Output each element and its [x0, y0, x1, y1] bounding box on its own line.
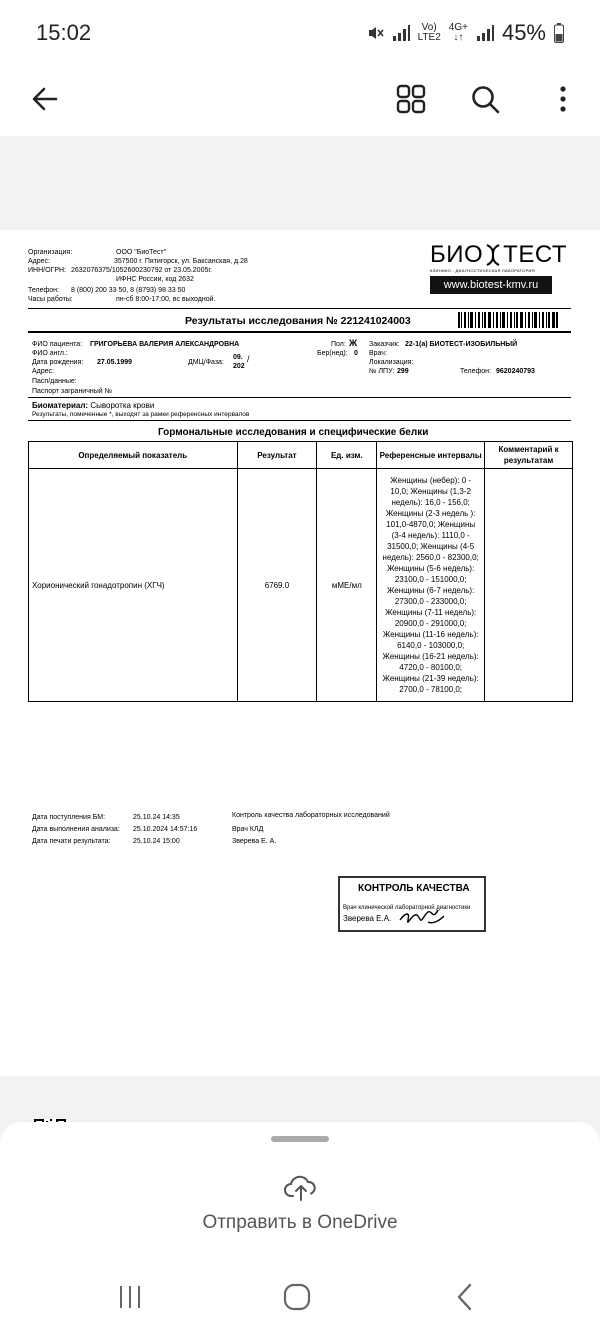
back-icon[interactable]	[445, 1282, 485, 1312]
loc-label: Локализация:	[369, 359, 414, 366]
section-title: Гормональные исследования и специфические белки	[158, 427, 429, 438]
mute-icon	[366, 24, 384, 42]
dna-icon	[483, 243, 503, 267]
drag-handle[interactable]	[271, 1136, 329, 1142]
ifns: ИФНС России, код 2632	[116, 276, 194, 283]
recents-icon[interactable]	[110, 1282, 150, 1312]
col-unit: Ед. изм.	[317, 442, 377, 469]
customer-value: 22-1(а) БИОТЕСТ-ИЗОБИЛЬНЫЙ	[405, 341, 518, 348]
signature-icon	[398, 906, 448, 928]
sex-value: Ж	[349, 338, 358, 348]
hours-value: пн-сб 8:00-17:00, вс выходной.	[116, 296, 216, 303]
search-icon[interactable]	[462, 76, 508, 122]
doctor-label: Врач:	[369, 350, 387, 357]
document-page	[0, 230, 600, 1076]
send-to-onedrive-button[interactable]: Отправить в OneDrive	[202, 1212, 398, 1233]
document-viewer[interactable]	[0, 136, 600, 1076]
table-row	[29, 469, 573, 702]
col-reference: Референсные интервалы	[377, 442, 485, 469]
note: Результаты, помеченные *, выходят за рамки референсных интервалов	[32, 411, 250, 418]
customer-label: Заказчик:	[369, 341, 400, 348]
org-label: Организация:	[28, 249, 73, 256]
logo-website: www.biotest-kmv.ru	[430, 276, 552, 294]
slash-mark: /	[247, 354, 250, 364]
parameter-name: Хорионический гонадотропин (ХГЧ)	[29, 469, 238, 702]
fio-eng-label: ФИО англ.:	[32, 350, 68, 357]
tel-value: 9620240793	[496, 368, 535, 375]
report-title: Результаты исследования № 221241024003	[185, 315, 411, 327]
org-value: ООО "БиоТест"	[116, 249, 167, 256]
preg-label: Бер(нед):	[317, 350, 348, 357]
app-bar	[0, 66, 600, 136]
reference-intervals: Женщины (небер): 0 - 10,0; Женщины (1,3-2 недель): 16,0 - 156,0; Женщины (2-3 недель ): 101,0-4870,0; Женщины (3-4 недель): 1110,0 - 31500,0; Женщины (4-5 недель): 2560,0 - 82300,0; Женщины (5-6 недель): 23100,0 - 151000,0; Женщины (6-7 недель): 27300,0 - 233000,0; Женщины (7-11 недель): 20900,0 - 291000,0; Женщины (11-16 недель): 6140,0 - 103000,0; Женщины (16-21 недель): 4720,0 - 80100,0; Женщины (21-39 недель): 2700,0 - 78100,0;	[377, 469, 485, 702]
lpu-label: № ЛПУ:	[369, 368, 395, 375]
hours-label: Часы работы:	[28, 296, 73, 303]
biomaterial: Биоматериал: Сыворотка крови	[32, 401, 155, 410]
network-indicator: 4G+ ↓↑	[448, 22, 468, 43]
preg-value: 0	[354, 350, 358, 357]
home-icon[interactable]	[277, 1282, 317, 1312]
logo-brand-right: ТЕСТ	[503, 241, 568, 268]
tel-label: Телефон:	[460, 368, 491, 375]
received-value: 25.10.24 14:35	[133, 814, 180, 821]
divider	[28, 397, 571, 398]
cloud-upload-icon[interactable]	[284, 1174, 318, 1202]
comment-value	[485, 469, 573, 702]
signal-icon	[392, 25, 410, 41]
divider	[28, 420, 571, 421]
signal-icon-2	[476, 25, 494, 41]
table-header-row	[29, 442, 573, 469]
volte-indicator: Vo) LTE2	[417, 22, 441, 43]
grid-icon[interactable]	[388, 76, 434, 122]
dob-label: Дата рождения:	[32, 359, 84, 366]
sex-label: Пол:	[331, 341, 346, 348]
received-label: Дата поступления БМ:	[32, 814, 106, 821]
col-result: Результат	[237, 442, 317, 469]
done-label: Дата выполнения анализа:	[32, 826, 120, 833]
battery-icon	[554, 23, 564, 43]
dmc-label: ДМЦ/Фаза:	[188, 359, 224, 366]
results-table	[28, 441, 573, 702]
fio-value: ГРИГОРЬЕВА ВАЛЕРИЯ АЛЕКСАНДРОВНА	[90, 341, 240, 348]
status-icons	[366, 20, 564, 46]
logo-tagline: КЛИНИКО - ДИАГНОСТИЧЕСКАЯ ЛАБОРАТОРИЯ	[430, 268, 535, 273]
battery-percent: 45%	[501, 20, 546, 45]
printed-value: 25.10.24 15:00	[133, 838, 180, 845]
inn-label: ИНН/ОГРН:	[28, 267, 66, 274]
divider	[28, 308, 571, 309]
inn-value: 2632076375/1052600230792 от 23.05.2005г.	[71, 267, 212, 274]
barcode-icon	[458, 312, 558, 328]
qc-doctor: Врач КЛД	[232, 826, 264, 833]
foreign-passport-label: Паспорт заграничный №	[32, 388, 113, 395]
col-comment: Комментарий к результатам	[485, 442, 573, 469]
result-value: 6769.0	[237, 469, 317, 702]
more-vertical-icon[interactable]	[540, 76, 586, 122]
status-bar	[0, 0, 600, 66]
stamp-title: КОНТРОЛЬ КАЧЕСТВА	[358, 883, 470, 894]
logo-brand-left: БИО	[430, 241, 484, 268]
dob-value: 27.05.1999	[97, 359, 133, 366]
stamp-line1: Врач клинической лабораторной диагностики	[343, 905, 471, 911]
qc-text: Контроль качества лабораторных исследований	[232, 812, 390, 819]
navigation-bar	[0, 1262, 600, 1332]
addr-label: Адрес:	[28, 258, 50, 265]
addr-value: 357500 г. Пятигорск, ул. Баксанская, д.28	[114, 258, 248, 265]
qc-name: Зверева Е. А.	[232, 838, 277, 845]
printed-label: Дата печати результата:	[32, 838, 111, 845]
biotest-logo	[430, 242, 570, 304]
unit-value: мМЕ/мл	[317, 469, 377, 702]
col-parameter: Определяемый показатель	[29, 442, 238, 469]
fio-label: ФИО пациента:	[32, 341, 83, 348]
lpu-value: 299	[397, 368, 409, 375]
dmc-value: 09. 202	[233, 354, 245, 370]
quality-stamp	[338, 876, 486, 932]
divider	[28, 331, 571, 333]
passport-label: Пасп/данные:	[32, 378, 77, 385]
phone-value: 8 (800) 200 33 50, 8 (8793) 98 33 50	[71, 287, 186, 294]
clock: 15:02	[36, 20, 92, 45]
back-arrow-icon[interactable]	[22, 76, 68, 122]
phone-label: Телефон:	[28, 287, 59, 294]
address-label: Адрес:	[32, 368, 54, 375]
stamp-line2: Зверева Е.А.	[343, 914, 392, 923]
done-value: 25.10.2024 14:57:16	[133, 826, 198, 833]
